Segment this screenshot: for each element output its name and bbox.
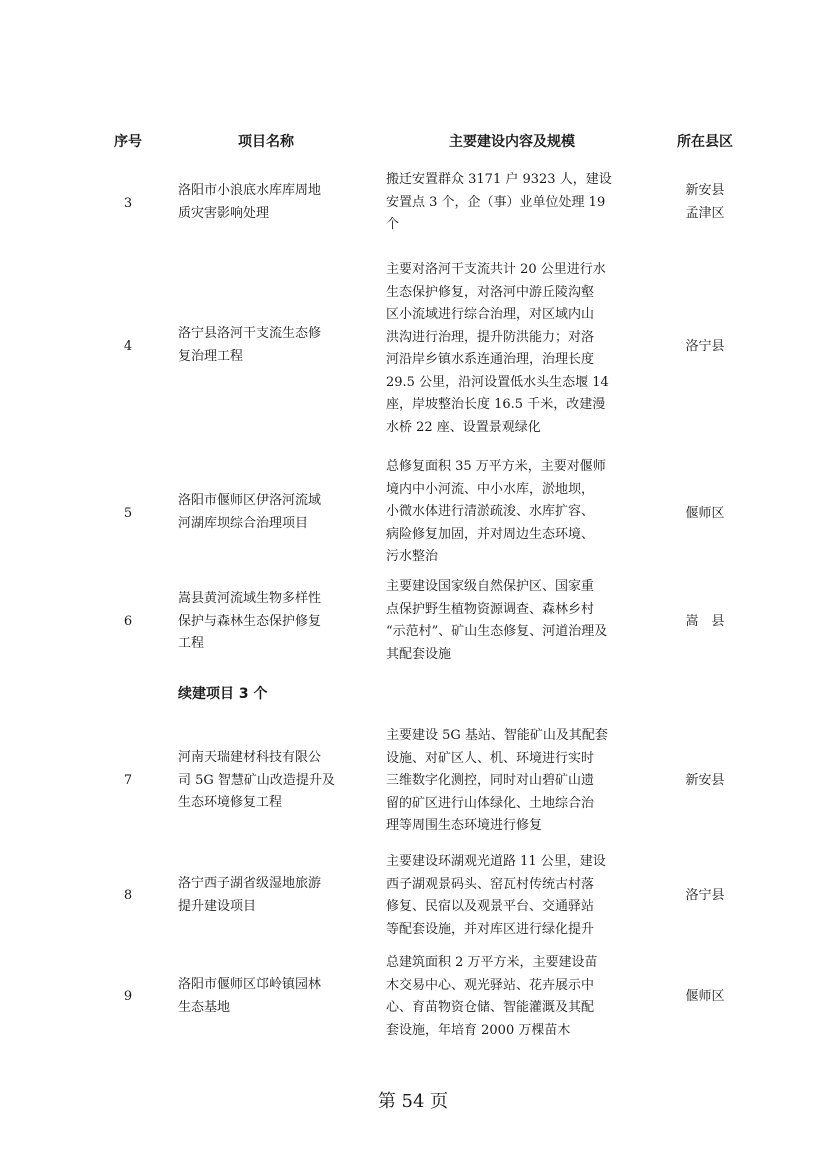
row-seq: 9 <box>123 989 133 1004</box>
row-project-name: 洛阳市偃师区邙岭镇园林 生态基地 <box>178 977 322 1015</box>
row-county: 嵩 县 <box>685 614 725 629</box>
row-seq: 7 <box>123 773 133 788</box>
row-content: 总建筑面积 2 万平方米，主要建设苗 木交易中心、观光驿站、花卉展示中 心、育苗物资仓储、智能灌溉及其配 套设施，年培育 2000 万棵苗木 <box>386 955 598 1038</box>
header-county: 所在县区 <box>677 134 733 150</box>
section-heading-continued-projects: 续建项目 3 个 <box>178 686 268 702</box>
row-project-name: 嵩县黄河流域生物多样性 保护与森林生态保护修复 工程 <box>178 591 322 651</box>
row-project-name: 河南天瑞建材科技有限公 司 5G 智慧矿山改造提升及 生态环境修复工程 <box>178 750 335 810</box>
row-seq: 5 <box>123 506 133 521</box>
row-county: 洛宁县 <box>685 888 725 903</box>
row-county: 新安县 <box>685 773 725 788</box>
row-content: 主要建设环湖观光道路 11 公里，建设 西子湖观景码头、窑瓦村传统古村落 修复、民宿以及观景平台、交通驿站 等配套设施，并对库区进行绿化提升 <box>386 854 606 937</box>
row-county: 新安县 孟津区 <box>685 183 725 221</box>
row-content: 主要建设 5G 基站、智能矿山及其配套 设施、对矿区人、机、环境进行实时 三维数字化测控，同时对山碧矿山遗 留的矿区进行山体绿化、土地综合治 理等周围生态环境进行修复 <box>386 728 608 833</box>
row-project-name: 洛阳市小浪底水库库周地 质灾害影响处理 <box>178 183 322 221</box>
row-county: 洛宁县 <box>685 339 725 354</box>
row-content: 搬迁安置群众 3171 户 9323 人，建设 安置点 3 个，企（事）业单位处理 19 个 <box>386 172 612 232</box>
row-seq: 4 <box>123 339 133 354</box>
row-county: 偃师区 <box>685 506 725 521</box>
row-project-name: 洛宁西子湖省级湿地旅游 提升建设项目 <box>178 876 322 914</box>
row-content: 主要对洛河干支流共计 20 公里进行水 生态保护修复，对洛河中游丘陵沟壑 区小流域进行综合治理，对区域内山 洪沟进行治理，提升防洪能力；对洛 河沿岸乡镇水系连通治理，治理长度 29.5 公里，沿河设置低水头生态堰 14 座，岸坡整治长度 16.5 千米，改建漫 水桥 22 座、设置景观绿化 <box>386 262 609 435</box>
header-seq: 序号 <box>114 134 142 150</box>
row-seq: 6 <box>123 614 133 629</box>
row-county: 偃师区 <box>685 989 725 1004</box>
header-project-name: 项目名称 <box>238 134 294 150</box>
page-number: 第 54 页 <box>377 1091 449 1112</box>
row-content: 总修复面积 35 万平方米，主要对偃师 境内中小河流、中小水库，淤地坝， 小微水体进行清淤疏浚、水库扩容、 病险修复加固，并对周边生态环境、 污水整治 <box>386 459 606 564</box>
row-project-name: 洛阳市偃师区伊洛河流域 河湖库坝综合治理项目 <box>178 493 322 531</box>
row-content: 主要建设国家级自然保护区、国家重 点保护野生植物资源调查、森林乡村 “示范村”、矿山生态修复、河道治理及 其配套设施 <box>386 579 608 662</box>
row-seq: 8 <box>123 888 133 903</box>
row-seq: 3 <box>123 196 133 211</box>
header-construction-content: 主要建设内容及规模 <box>449 134 575 150</box>
row-project-name: 洛宁县洛河干支流生态修 复治理工程 <box>178 326 322 364</box>
